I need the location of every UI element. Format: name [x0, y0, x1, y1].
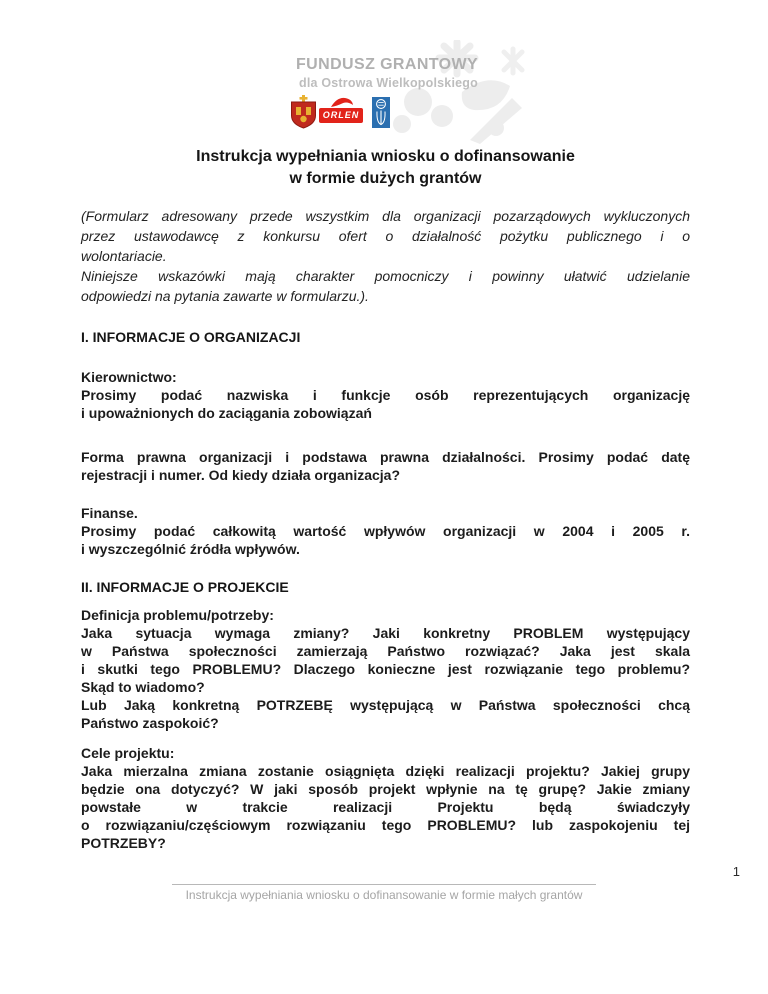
- title-line-2: w formie dużych grantów: [289, 170, 482, 187]
- text-line: rejestracji i numer. Od kiedy działa organizacja?: [81, 467, 401, 483]
- section-heading-project: II. INFORMACJE O PROJEKCIE: [81, 579, 289, 595]
- paragraph-finanse: [81, 504, 690, 558]
- page-number: 1: [732, 864, 740, 879]
- title-line-1: Instrukcja wypełniania wniosku o dofinansowanie: [196, 148, 575, 165]
- text-line: i upoważnionych do zaciągania zobowiązań: [81, 405, 372, 421]
- text-line: w Państwa społeczności zamierzają Państwo rozwiązać? Jaka jest skala: [81, 643, 690, 659]
- text-line: Finanse.: [81, 505, 138, 521]
- footer-text: Instrukcja wypełniania wniosku o dofinansowanie w formie małych grantów: [185, 888, 583, 902]
- text-line: odpowiedzi na pytania zawarte w formularzu.).: [81, 288, 369, 304]
- text-line: przez ustawodawcę z konkursu ofert o działalność pożytku publicznego i o: [81, 228, 690, 244]
- section-heading-organization: I. INFORMACJE O ORGANIZACJI: [81, 329, 301, 345]
- text-line: Kierownictwo:: [81, 369, 177, 385]
- text-line: Forma prawna organizacji i podstawa prawna działalności. Prosimy podać datę: [81, 449, 690, 465]
- text-line: i wyszczególnić źródła wpływów.: [81, 541, 300, 557]
- text-line: będzie ona dotyczyć? W jaki sposób projekt wpłynie na tę grupę? Jakie zmiany: [81, 781, 690, 797]
- text-line: wolontariacie.: [81, 248, 167, 264]
- text-line: Lub Jaką konkretną POTRZEBĘ występującą w Państwa społeczności chcą: [81, 697, 690, 713]
- text-line: i skutki tego PROBLEMU? Dlaczego konieczne jest rozwiązanie tego problemu?: [81, 661, 690, 677]
- paragraph-definicja-problemu: [81, 606, 690, 732]
- text-line: Skąd to wiadomo?: [81, 679, 205, 695]
- text-line: powstałe w trakcie realizacji Projektu będą świadczyły: [81, 799, 690, 815]
- text-line: (Formularz adresowany przede wszystkim dla organizacji pozarządowych wykluczonych: [81, 208, 690, 224]
- text-line: Jaka sytuacja wymaga zmiany? Jaki konkretny PROBLEM występujący: [81, 625, 690, 641]
- text-line: o rozwiązaniu/częściowym rozwiązaniu tego PROBLEMU? lub zaspokojeniu tej: [81, 817, 690, 833]
- text-line: Definicja problemu/potrzeby:: [81, 607, 274, 623]
- orlen-wordmark: ORLEN: [319, 108, 363, 123]
- paragraph-cele-projektu: [81, 744, 690, 852]
- text-line: Cele projektu:: [81, 745, 175, 761]
- text-line: POTRZEBY?: [81, 835, 166, 851]
- text-line: Państwo zaspokoić?: [81, 715, 219, 731]
- fund-subtitle: dla Ostrowa Wielkopolskiego: [299, 76, 478, 90]
- page-title: [81, 0, 690, 190]
- text-line: Jaka mierzalna zmiana zostanie osiągnięta dzięki realizacji projektu? Jakiej grupy: [81, 763, 690, 779]
- text-line: Prosimy podać nazwiska i funkcje osób reprezentujących organizację: [81, 387, 690, 403]
- text-line: Niniejsze wskazówki mają charakter pomocniczy i powinny ułatwić udzielanie: [81, 268, 690, 284]
- intro-paragraph: [81, 206, 690, 306]
- paragraph-forma-prawna: [81, 448, 690, 484]
- text-line: Prosimy podać całkowitą wartość wpływów organizacji w 2004 i 2005 r.: [81, 523, 690, 539]
- footer-divider: [172, 884, 596, 885]
- fund-name: FUNDUSZ GRANTOWY: [296, 56, 479, 73]
- paragraph-kierownictwo: [81, 368, 690, 422]
- document-body: [81, 0, 690, 852]
